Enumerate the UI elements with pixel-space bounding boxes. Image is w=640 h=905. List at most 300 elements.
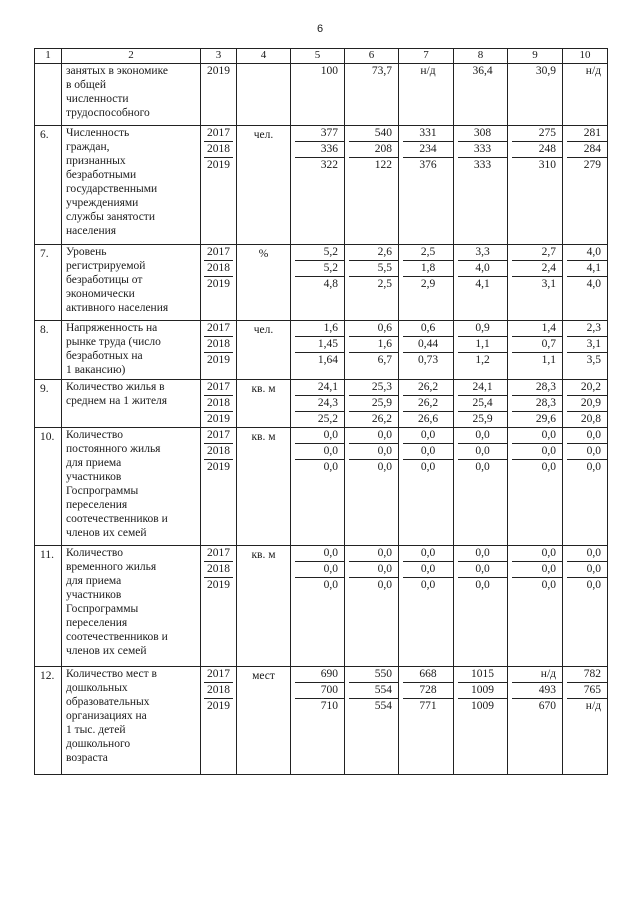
data-value: 771	[419, 700, 437, 712]
value-cell-col8	[454, 667, 508, 775]
year-cell	[201, 667, 237, 775]
indicator-label-line: активного населения	[66, 302, 169, 314]
value-cell-col8	[454, 126, 508, 245]
header-cell: 9	[508, 49, 563, 64]
data-value: 3,3	[458, 245, 507, 261]
data-value: 3,1	[541, 278, 556, 290]
unit-cell: чел.	[237, 321, 291, 380]
page-number: 6	[316, 23, 324, 35]
data-value: 20,9	[567, 396, 607, 412]
row-number: 10.	[35, 428, 62, 546]
value-cell-col7	[399, 321, 454, 380]
year-value: 2019	[207, 700, 230, 712]
data-value: 1015	[458, 667, 507, 683]
indicator-label-line: для приема	[66, 575, 122, 587]
year-value: 2018	[204, 562, 233, 578]
value-cell-col10	[563, 380, 608, 428]
indicator-label-line: организациях на	[66, 710, 147, 722]
data-value: 275	[512, 126, 562, 142]
data-value: 26,6	[417, 413, 439, 425]
unit-cell: %	[237, 245, 291, 321]
data-value: 0,0	[403, 428, 453, 444]
indicator-label-line: Уровень	[66, 246, 107, 258]
header-cell: 7	[399, 49, 454, 64]
indicator-label-line: среднем на 1 жителя	[66, 395, 168, 407]
indicator-label	[62, 667, 201, 775]
indicator-label-line: граждан,	[66, 141, 110, 153]
data-value: 0,0	[403, 444, 453, 460]
indicator-label-line: в общей	[66, 79, 107, 91]
data-value: 0,0	[420, 579, 436, 591]
data-value: 24,1	[458, 380, 507, 396]
indicator-label-line: Количество мест в	[66, 668, 157, 680]
unit-cell: чел.	[237, 126, 291, 245]
indicator-label	[62, 64, 201, 126]
data-value: 36,4	[472, 65, 493, 77]
data-value: 1009	[471, 700, 494, 712]
year-value: 2019	[207, 413, 230, 425]
data-value: 310	[538, 159, 556, 171]
year-value: 2018	[204, 683, 233, 699]
data-value: 208	[349, 142, 398, 158]
data-value: 710	[320, 700, 338, 712]
data-value: 0,0	[458, 444, 507, 460]
data-value: 1,45	[295, 337, 344, 353]
indicator-label-line: службы занятости	[66, 211, 155, 223]
indicator-label	[62, 126, 201, 245]
data-value: 540	[349, 126, 398, 142]
row-number: 6.	[35, 126, 62, 245]
value-cell-col7	[399, 667, 454, 775]
data-value: 0,0	[349, 562, 398, 578]
data-value: 2,4	[512, 261, 562, 277]
data-value: 0,0	[295, 546, 344, 562]
indicator-label-line: государственными	[66, 183, 158, 195]
data-value: 2,6	[349, 245, 398, 261]
table-body	[35, 64, 608, 775]
data-value: 29,6	[535, 413, 556, 425]
data-value: 4,0	[567, 245, 607, 261]
value-cell-col5	[291, 245, 345, 321]
data-value: 5,2	[295, 245, 344, 261]
data-value: 2,7	[512, 245, 562, 261]
header-cell: 1	[35, 49, 62, 64]
indicator-label-line: постоянного жилья	[66, 443, 161, 455]
value-cell-col10	[563, 64, 608, 126]
header-cell: 8	[454, 49, 508, 64]
year-cell	[201, 321, 237, 380]
data-value: 284	[567, 142, 607, 158]
indicator-label-line: Количество жилья в	[66, 381, 165, 393]
table-row	[35, 428, 608, 546]
year-value: 2019	[207, 579, 230, 591]
data-value: 0,6	[349, 321, 398, 337]
indicator-label	[62, 245, 201, 321]
indicator-label-line: образовательных	[66, 696, 150, 708]
data-value: 0,44	[403, 337, 453, 353]
data-value: 20,8	[580, 413, 601, 425]
year-value: 2018	[204, 261, 233, 277]
indicator-label-line: безработных на	[66, 350, 143, 362]
data-value: 0,0	[567, 428, 607, 444]
year-value: 2019	[207, 461, 230, 473]
data-value: 1,6	[295, 321, 344, 337]
data-value: 26,2	[403, 380, 453, 396]
indicator-label-line: учреждениями	[66, 197, 139, 209]
data-value: 30,9	[535, 65, 556, 77]
row-number: 9.	[35, 380, 62, 428]
data-value: 550	[349, 667, 398, 683]
unit-cell: кв. м	[237, 380, 291, 428]
value-cell-col5	[291, 380, 345, 428]
value-cell-col10	[563, 126, 608, 245]
data-value: 376	[419, 159, 437, 171]
data-value: 5,2	[295, 261, 344, 277]
data-value: 100	[320, 65, 338, 77]
indicator-label-line: признанных	[66, 155, 126, 167]
indicator-label-line: переселения	[66, 617, 128, 629]
value-cell-col8	[454, 546, 508, 667]
row-number: 11.	[35, 546, 62, 667]
value-cell-col7	[399, 126, 454, 245]
data-value: 234	[403, 142, 453, 158]
year-value: 2018	[204, 444, 233, 460]
value-cell-col9	[508, 380, 563, 428]
value-cell-col8	[454, 321, 508, 380]
data-value: 336	[295, 142, 344, 158]
indicator-label-line: Госпрограммы	[66, 485, 139, 497]
indicator-label-line: 1 тыс. детей	[66, 724, 126, 736]
value-cell-col6	[345, 546, 399, 667]
value-cell-col8	[454, 245, 508, 321]
header-cell: 5	[291, 49, 345, 64]
data-value: 0,0	[295, 428, 344, 444]
data-value: 2,9	[420, 278, 436, 290]
data-value: 0,0	[403, 562, 453, 578]
data-value: 26,2	[371, 413, 392, 425]
data-value: 248	[512, 142, 562, 158]
data-value: 1,1	[458, 337, 507, 353]
data-value: 0,0	[323, 579, 338, 591]
data-value: 281	[567, 126, 607, 142]
value-cell-col7	[399, 546, 454, 667]
indicator-label-line: дошкольных	[66, 682, 128, 694]
data-value: 0,0	[295, 562, 344, 578]
value-cell-col8	[454, 380, 508, 428]
value-cell-col10	[563, 667, 608, 775]
table-row	[35, 667, 608, 775]
value-cell-col10	[563, 245, 608, 321]
value-cell-col6	[345, 126, 399, 245]
unit-cell: кв. м	[237, 428, 291, 546]
indicator-label	[62, 380, 201, 428]
data-value: 2,5	[377, 278, 392, 290]
value-cell-col10	[563, 546, 608, 667]
indicator-label-line: рынке труда (число	[66, 336, 161, 348]
indicator-label-line: участников	[66, 589, 122, 601]
year-value: 2017	[204, 667, 233, 683]
data-value: 0,0	[420, 461, 436, 473]
data-value: 0,0	[323, 461, 338, 473]
data-value: 0,0	[475, 579, 490, 591]
data-value: 493	[512, 683, 562, 699]
data-value: 0,0	[295, 444, 344, 460]
value-cell-col10	[563, 428, 608, 546]
data-value: 1,64	[317, 354, 338, 366]
year-value: 2017	[204, 245, 233, 261]
data-value: 1,2	[475, 354, 490, 366]
header-cell: 10	[563, 49, 608, 64]
statistics-table	[34, 48, 608, 775]
table-row	[35, 321, 608, 380]
value-cell-col5	[291, 428, 345, 546]
indicator-label	[62, 428, 201, 546]
row-number	[35, 64, 62, 126]
year-cell	[201, 64, 237, 126]
year-value: 2017	[204, 126, 233, 142]
year-cell	[201, 428, 237, 546]
data-value: 322	[320, 159, 338, 171]
data-value: 782	[567, 667, 607, 683]
value-cell-col7	[399, 245, 454, 321]
data-value: 4,1	[475, 278, 490, 290]
data-value: н/д	[585, 700, 601, 712]
data-value: 0,0	[586, 461, 601, 473]
data-value: 765	[567, 683, 607, 699]
table-row	[35, 64, 608, 126]
value-cell-col9	[508, 245, 563, 321]
value-cell-col6	[345, 428, 399, 546]
indicator-label-line: соотечественников и	[66, 513, 168, 525]
data-value: 26,2	[403, 396, 453, 412]
data-value: 0,7	[512, 337, 562, 353]
data-value: 4,8	[323, 278, 338, 290]
table-row	[35, 380, 608, 428]
value-cell-col9	[508, 428, 563, 546]
data-value: 0,73	[417, 354, 439, 366]
year-cell	[201, 380, 237, 428]
data-value: 0,0	[586, 579, 601, 591]
data-value: 122	[374, 159, 392, 171]
data-value: 0,0	[541, 461, 556, 473]
row-number: 7.	[35, 245, 62, 321]
data-value: 1,4	[512, 321, 562, 337]
year-value: 2019	[207, 159, 230, 171]
data-value: 25,9	[472, 413, 493, 425]
data-value: 25,4	[458, 396, 507, 412]
value-cell-col6	[345, 245, 399, 321]
unit-cell: кв. м	[237, 546, 291, 667]
indicator-label-line: участников	[66, 471, 122, 483]
indicator-label-line: Количество	[66, 429, 123, 441]
row-number: 12.	[35, 667, 62, 775]
data-value: 554	[374, 700, 392, 712]
data-value: 308	[458, 126, 507, 142]
data-value: 3,5	[586, 354, 601, 366]
value-cell-col9	[508, 64, 563, 126]
table-row	[35, 126, 608, 245]
year-value: 2018	[204, 142, 233, 158]
value-cell-col5	[291, 126, 345, 245]
data-value: н/д	[585, 65, 601, 77]
indicator-label-line: Количество	[66, 547, 123, 559]
data-value: 700	[295, 683, 344, 699]
data-value: 25,2	[317, 413, 338, 425]
year-value: 2018	[204, 337, 233, 353]
data-value: 28,3	[512, 396, 562, 412]
data-value: 2,3	[567, 321, 607, 337]
value-cell-col9	[508, 126, 563, 245]
indicator-label-line: численности	[66, 93, 129, 105]
data-value: 4,1	[567, 261, 607, 277]
year-value: 2019	[207, 278, 230, 290]
data-value: 3,1	[567, 337, 607, 353]
data-value: 0,0	[567, 562, 607, 578]
indicator-label	[62, 546, 201, 667]
year-value: 2019	[207, 65, 230, 77]
data-value: 670	[538, 700, 556, 712]
indicator-label-line: членов их семей	[66, 527, 147, 539]
indicator-label	[62, 321, 201, 380]
data-value: 4,0	[458, 261, 507, 277]
unit-cell	[237, 64, 291, 126]
data-value: 25,9	[349, 396, 398, 412]
indicator-label-line: занятых в экономике	[66, 65, 168, 77]
data-value: 0,0	[458, 546, 507, 562]
value-cell-col5	[291, 546, 345, 667]
year-value: 2017	[204, 321, 233, 337]
indicator-label-line: соотечественников и	[66, 631, 168, 643]
header-cell: 2	[62, 49, 201, 64]
indicator-label-line: экономически	[66, 288, 135, 300]
data-value: 333	[458, 142, 507, 158]
data-value: 0,0	[512, 428, 562, 444]
year-value: 2017	[204, 428, 233, 444]
indicator-label-line: регистрируемой	[66, 260, 146, 272]
data-value: 1009	[458, 683, 507, 699]
data-value: 20,2	[567, 380, 607, 396]
value-cell-col9	[508, 667, 563, 775]
indicator-label-line: безработицы от	[66, 274, 143, 286]
header-cell: 3	[201, 49, 237, 64]
data-value: н/д	[420, 65, 436, 77]
indicator-label-line: возраста	[66, 752, 108, 764]
data-value: 0,0	[541, 579, 556, 591]
data-value: 1,8	[403, 261, 453, 277]
value-cell-col8	[454, 428, 508, 546]
indicator-label-line: Численность	[66, 127, 130, 139]
header-cell: 6	[345, 49, 399, 64]
indicator-label-line: для приема	[66, 457, 122, 469]
data-value: 279	[583, 159, 601, 171]
value-cell-col5	[291, 64, 345, 126]
data-value: 0,0	[567, 444, 607, 460]
data-value: 6,7	[377, 354, 392, 366]
data-value: 0,0	[377, 579, 392, 591]
data-value: 0,9	[458, 321, 507, 337]
data-value: 0,0	[475, 461, 490, 473]
value-cell-col6	[345, 64, 399, 126]
data-value: 2,5	[403, 245, 453, 261]
data-value: н/д	[512, 667, 562, 683]
data-value: 728	[403, 683, 453, 699]
indicator-label-line: трудоспособного	[66, 107, 150, 119]
indicator-label-line: населения	[66, 225, 117, 237]
year-cell	[201, 245, 237, 321]
header-row	[35, 49, 608, 64]
data-value: 0,0	[349, 428, 398, 444]
unit-cell: мест	[237, 667, 291, 775]
data-value: 4,0	[586, 278, 601, 290]
data-value: 5,5	[349, 261, 398, 277]
year-value: 2019	[207, 354, 230, 366]
data-value: 690	[295, 667, 344, 683]
year-cell	[201, 546, 237, 667]
header-cell: 4	[237, 49, 291, 64]
table-row	[35, 546, 608, 667]
indicator-label-line: переселения	[66, 499, 128, 511]
data-value: 1,6	[349, 337, 398, 353]
data-value: 24,1	[295, 380, 344, 396]
data-value: 0,0	[458, 562, 507, 578]
value-cell-col9	[508, 546, 563, 667]
value-cell-col5	[291, 667, 345, 775]
data-value: 0,0	[349, 546, 398, 562]
indicator-label-line: дошкольного	[66, 738, 131, 750]
value-cell-col10	[563, 321, 608, 380]
year-value: 2017	[204, 380, 233, 396]
data-value: 24,3	[295, 396, 344, 412]
data-value: 0,0	[567, 546, 607, 562]
data-value: 0,0	[349, 444, 398, 460]
data-value: 333	[473, 159, 492, 171]
indicator-label-line: членов их семей	[66, 645, 147, 657]
value-cell-col9	[508, 321, 563, 380]
data-value: 668	[403, 667, 453, 683]
value-cell-col7	[399, 380, 454, 428]
data-value: 331	[403, 126, 453, 142]
data-value: 0,0	[403, 546, 453, 562]
row-number: 8.	[35, 321, 62, 380]
data-value: 0,0	[458, 428, 507, 444]
data-value: 0,0	[377, 461, 392, 473]
table-row	[35, 245, 608, 321]
data-value: 28,3	[512, 380, 562, 396]
indicator-label-line: 1 вакансию)	[66, 364, 126, 376]
indicator-label-line: временного жилья	[66, 561, 157, 573]
data-value: 0,0	[512, 444, 562, 460]
year-value: 2017	[204, 546, 233, 562]
data-value: 377	[295, 126, 344, 142]
data-value: 25,3	[349, 380, 398, 396]
data-value: 554	[349, 683, 398, 699]
value-cell-col6	[345, 667, 399, 775]
indicator-label-line: безработными	[66, 169, 137, 181]
indicator-label-line: Напряженность на	[66, 322, 158, 334]
value-cell-col6	[345, 321, 399, 380]
value-cell-col7	[399, 428, 454, 546]
value-cell-col7	[399, 64, 454, 126]
data-value: 0,0	[512, 562, 562, 578]
value-cell-col6	[345, 380, 399, 428]
data-value: 0,0	[512, 546, 562, 562]
data-value: 0,6	[403, 321, 453, 337]
indicator-label-line: Госпрограммы	[66, 603, 139, 615]
year-value: 2018	[204, 396, 233, 412]
data-value: 73,7	[371, 65, 392, 77]
value-cell-col8	[454, 64, 508, 126]
year-cell	[201, 126, 237, 245]
